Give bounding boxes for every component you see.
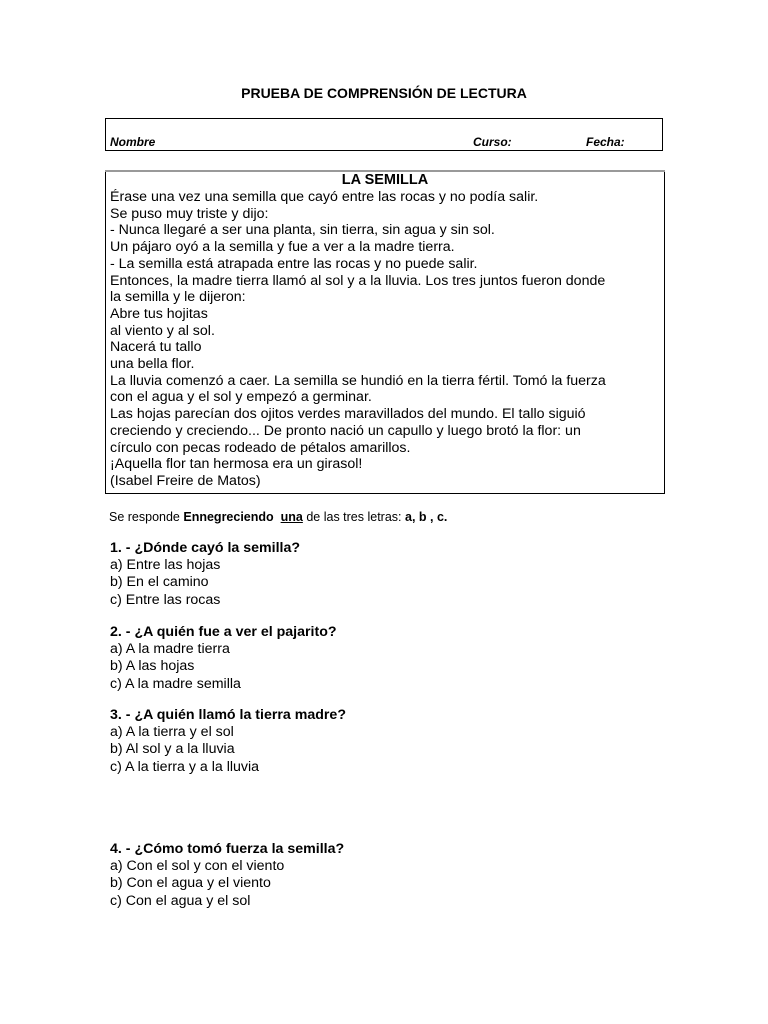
answer-option[interactable]: a) Entre las hojas <box>110 557 221 574</box>
answer-option[interactable]: a) A la madre tierra <box>110 641 230 658</box>
story-line: creciendo y creciendo... De pronto nació un capullo y luego brotó la flor: un <box>110 422 581 439</box>
answer-option[interactable]: a) A la tierra y el sol <box>110 724 234 741</box>
story-line: con el agua y el sol y empezó a germinar. <box>110 389 372 406</box>
story-line: Se puso muy triste y dijo: <box>110 205 269 222</box>
story-line: Abre tus hojitas <box>110 305 208 322</box>
story-line: ¡Aquella flor tan hermosa era un girasol! <box>110 456 363 473</box>
instructions-prefix: Se responde <box>109 510 180 524</box>
answer-option[interactable]: b) Al sol y a la lluvia <box>110 741 235 758</box>
answer-option[interactable]: b) En el camino <box>110 574 209 591</box>
story-line: la semilla y le dijeron: <box>110 289 246 306</box>
instructions-letters: a, b , c. <box>405 510 448 524</box>
story-line: Entonces, la madre tierra llamó al sol y a la lluvia. Los tres juntos fueron donde <box>110 272 606 289</box>
story-line: al viento y al sol. <box>110 322 215 339</box>
question-4 <box>110 841 344 910</box>
story-line: - Nunca llegaré a ser una planta, sin tierra, sin agua y sin sol. <box>110 222 495 239</box>
name-label: Nombre <box>110 135 156 149</box>
question-3 <box>110 707 346 776</box>
question-2 <box>110 624 337 693</box>
answer-option[interactable]: c) A la tierra y a la lluvia <box>110 758 260 775</box>
instructions-middle: de las tres letras: <box>306 510 402 524</box>
instructions-underlined: una <box>280 510 303 524</box>
story-text <box>110 189 662 490</box>
question-text: 1. - ¿Dónde cayó la semilla? <box>110 540 301 556</box>
story-line: Las hojas parecían dos ojitos verdes maravillados del mundo. El tallo siguió <box>110 406 586 423</box>
student-info-box <box>105 118 663 151</box>
answer-option[interactable]: c) A la madre semilla <box>110 675 241 692</box>
story-line: una bella flor. <box>110 356 195 373</box>
story-line: círculo con pecas rodeado de pétalos amarillos. <box>110 439 411 456</box>
question-text: 3. - ¿A quién llamó la tierra madre? <box>110 707 346 723</box>
story-title: LA SEMILLA <box>341 172 429 188</box>
page-title: PRUEBA DE COMPRENSIÓN DE LECTURA <box>241 85 527 101</box>
question-text: 4. - ¿Cómo tomó fuerza la semilla? <box>110 841 345 857</box>
instructions <box>109 510 447 524</box>
date-label: Fecha: <box>586 135 625 149</box>
question-text: 2. - ¿A quién fue a ver el pajarito? <box>110 624 337 640</box>
instructions-bold: Ennegreciendo <box>183 510 274 524</box>
answer-option[interactable]: a) Con el sol y con el viento <box>110 858 285 875</box>
story-line: - La semilla está atrapada entre las rocas y no puede salir. <box>110 255 478 272</box>
answer-option[interactable]: b) Con el agua y el viento <box>110 875 271 892</box>
story-line: Un pájaro oyó a la semilla y fue a ver a la madre tierra. <box>110 239 455 256</box>
story-line: Nacerá tu tallo <box>110 339 202 356</box>
story-line: La lluvia comenzó a caer. La semilla se hundió en la tierra fértil. Tomó la fuerza <box>110 372 606 389</box>
question-1 <box>110 540 300 609</box>
answer-option[interactable]: c) Con el agua y el sol <box>110 892 251 909</box>
course-label: Curso: <box>473 135 512 149</box>
story-box <box>105 172 665 494</box>
story-line: Érase una vez una semilla que cayó entre las rocas y no podía salir. <box>110 189 539 205</box>
answer-option[interactable]: c) Entre las rocas <box>110 591 221 608</box>
story-line: (Isabel Freire de Matos) <box>110 472 261 489</box>
answer-option[interactable]: b) A las hojas <box>110 658 195 675</box>
